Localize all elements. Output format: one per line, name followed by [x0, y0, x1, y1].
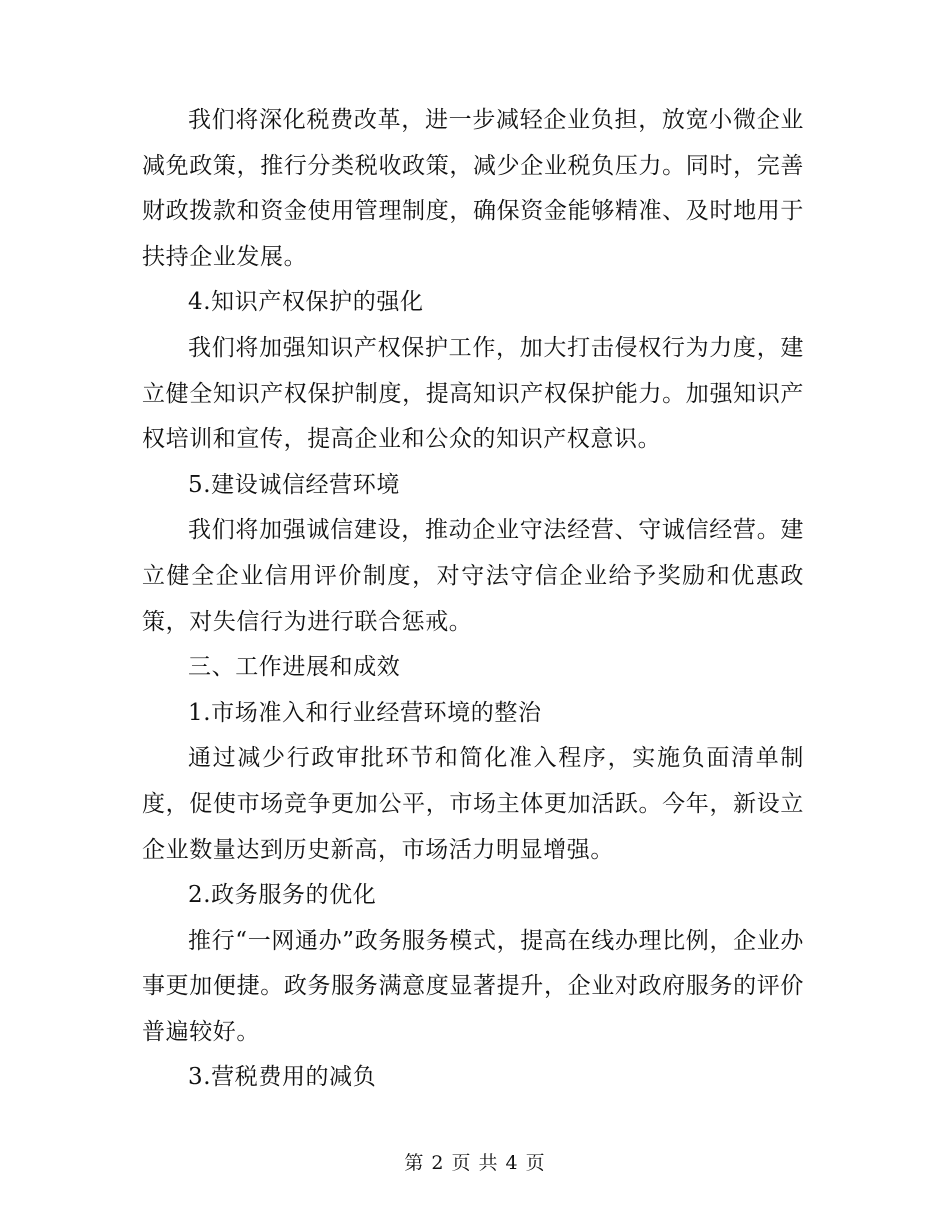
document-body [142, 98, 804, 1101]
heading-market-access: 1.市场准入和行业经营环境的整治 [188, 699, 542, 726]
heading-integrity-environment: 5.建设诚信经营环境 [188, 471, 400, 498]
paragraph-government-services: 推行“一网通办”政务服务模式，提高在线办理比例，企业办事更加便捷。政务服务满意度显著提升，企业对政府服务的评价普遍较好。 [142, 927, 804, 1045]
section-heading-progress: 三、工作进展和成效 [188, 654, 401, 681]
paragraph-ip-protection: 我们将加强知识产权保护工作，加大打击侵权行为力度，建立健全知识产权保护制度，提高知识产权保护能力。加强知识产权培训和宣传，提高企业和公众的知识产权意识。 [142, 334, 804, 453]
paragraph-integrity-environment: 我们将加强诚信建设，推动企业守法经营、守诚信经营。建立健全企业信用评价制度，对守法守信企业给予奖励和优惠政策，对失信行为进行联合惩戒。 [142, 517, 804, 635]
paragraph-market-access: 通过减少行政审批环节和简化准入程序，实施负面清单制度，促使市场竞争更加公平，市场主体更加活跃。今年，新设立企业数量达到历史新高，市场活力明显增强。 [142, 745, 804, 863]
page-number-footer: 第 2 页 共 4 页 [404, 1152, 546, 1174]
paragraph-tax-reform: 我们将深化税费改革，进一步减轻企业负担，放宽小微企业减免政策，推行分类税收政策，减少企业税负压力。同时，完善财政拨款和资金使用管理制度，确保资金能够精准、及时地用于扶持企业发展。 [142, 107, 804, 270]
heading-government-services: 2.政务服务的优化 [188, 882, 377, 909]
heading-ip-protection: 4.知识产权保护的强化 [188, 289, 424, 316]
heading-tax-burden-reduction: 3.营税费用的减负 [188, 1064, 377, 1091]
